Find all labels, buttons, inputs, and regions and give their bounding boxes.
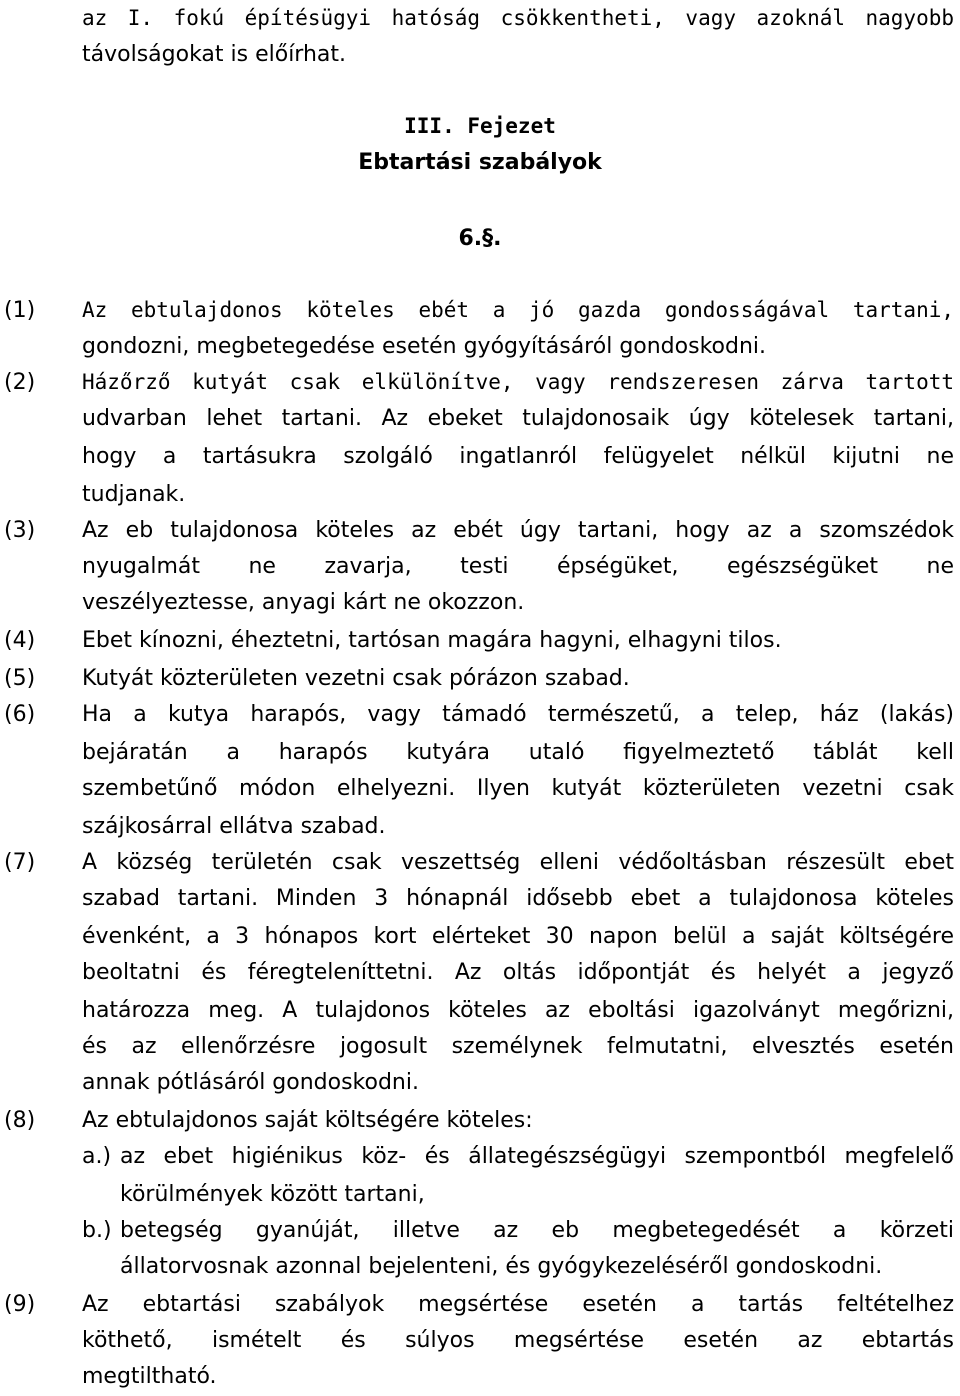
- paragraph-line: határozza meg. A tulajdonos köteles az eboltási igazolványt megőrizni,: [82, 998, 954, 1023]
- paragraph-line: Ha a kutya harapós, vagy támadó természetű, a telep, ház (lakás): [82, 702, 954, 727]
- paragraph-line: évenként, a 3 hónapos kort elérteket 30 napon belül a saját költségére: [82, 924, 954, 949]
- chapter-title: Ebtartási szabályok: [358, 150, 602, 175]
- paragraph-line: gondozni, megbetegedése esetén gyógyításáról gondoskodni.: [82, 334, 766, 359]
- paragraph-number: (7): [4, 850, 36, 875]
- paragraph-line: köthető, ismételt és súlyos megsértése esetén az ebtartás: [82, 1328, 954, 1353]
- paragraph-line: Az ebtulajdonos saját költségére köteles:: [82, 1108, 533, 1133]
- paragraph-line: udvarban lehet tartani. Az ebeket tulajdonosaik úgy kötelesek tartani,: [82, 406, 954, 431]
- intro-line: az I. fokú építésügyi hatóság csökkentheti, vagy azoknál nagyobb: [82, 6, 954, 30]
- paragraph-number: (6): [4, 702, 36, 727]
- paragraph-line: hogy a tartásukra szolgáló ingatlanról felügyelet nélkül kijutni ne: [82, 444, 954, 469]
- intro-line: távolságokat is előírhat.: [82, 42, 347, 67]
- paragraph-line: veszélyeztesse, anyagi kárt ne okozzon.: [82, 590, 525, 615]
- section-number: 6.§.: [458, 226, 502, 251]
- paragraph-number: (5): [4, 666, 36, 691]
- list-item-line: körülmények között tartani,: [120, 1182, 425, 1207]
- list-item-label: a.): [82, 1144, 112, 1169]
- paragraph-line: bejáratán a harapós kutyára utaló figyelmeztető táblát kell: [82, 740, 954, 765]
- paragraph-line: szembetűnő módon elhelyezni. Ilyen kutyát közterületen vezetni csak: [82, 776, 954, 801]
- paragraph-line: Az ebtulajdonos köteles ebét a jó gazda gondosságával tartani,: [82, 298, 954, 322]
- paragraph-line: megtiltható.: [82, 1364, 217, 1389]
- paragraph-line: szabad tartani. Minden 3 hónapnál idősebb ebet a tulajdonosa köteles: [82, 886, 954, 911]
- paragraph-number: (2): [4, 370, 36, 395]
- paragraph-number: (8): [4, 1108, 36, 1133]
- paragraph-line: Az eb tulajdonosa köteles az ebét úgy tartani, hogy az a szomszédok: [82, 518, 954, 543]
- paragraph-line: nyugalmát ne zavarja, testi épségüket, egészségüket ne: [82, 554, 954, 579]
- paragraph-number: (4): [4, 628, 36, 653]
- paragraph-line: A község területén csak veszettség elleni védőoltásban részesült ebet: [82, 850, 954, 875]
- paragraph-line: Az ebtartási szabályok megsértése esetén a tartás feltételhez: [82, 1292, 954, 1317]
- list-item-line: állatorvosnak azonnal bejelenteni, és gyógykezeléséről gondoskodni.: [120, 1254, 883, 1279]
- paragraph-line: Ebet kínozni, éheztetni, tartósan magára hagyni, elhagyni tilos.: [82, 628, 782, 653]
- paragraph-line: annak pótlásáról gondoskodni.: [82, 1070, 419, 1095]
- paragraph-number: (3): [4, 518, 36, 543]
- paragraph-line: szájkosárral ellátva szabad.: [82, 814, 386, 839]
- paragraph-line: és az ellenőrzésre jogosult személynek felmutatni, elvesztés esetén: [82, 1034, 954, 1059]
- paragraph-number: (9): [4, 1292, 36, 1317]
- list-item-line: az ebet higiénikus köz- és állategészségügyi szempontból megfelelő: [120, 1144, 954, 1169]
- list-item-label: b.): [82, 1218, 112, 1243]
- paragraph-line: Házőrző kutyát csak elkülönítve, vagy rendszeresen zárva tartott: [82, 370, 954, 394]
- paragraph-line: beoltatni és féregteleníttetni. Az oltás időpontját és helyét a jegyző: [82, 960, 954, 985]
- chapter-number: III. Fejezet: [404, 114, 556, 138]
- list-item-line: betegség gyanúját, illetve az eb megbetegedését a körzeti: [120, 1218, 954, 1243]
- paragraph-line: tudjanak.: [82, 482, 186, 507]
- paragraph-number: (1): [4, 298, 36, 323]
- paragraph-line: Kutyát közterületen vezetni csak pórázon szabad.: [82, 666, 630, 691]
